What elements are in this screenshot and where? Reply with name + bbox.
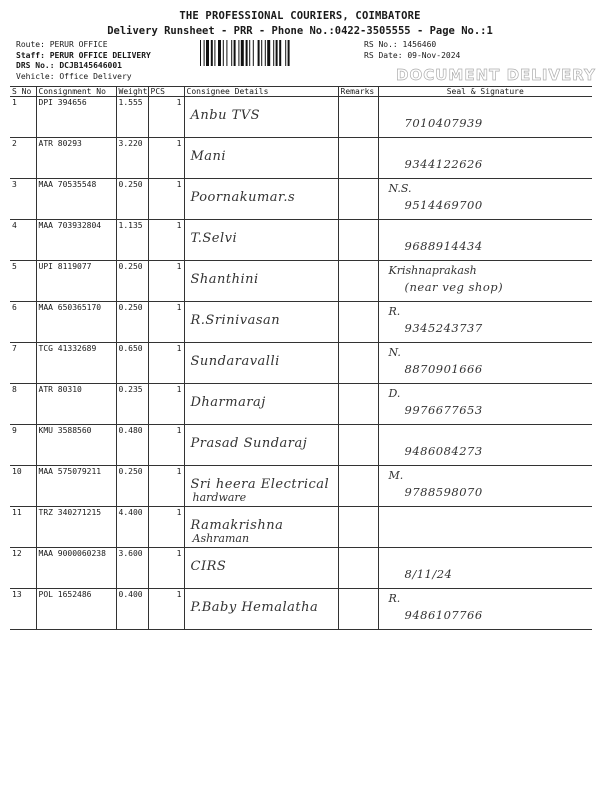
table-row — [10, 425, 592, 466]
barcode-bar — [288, 40, 290, 66]
cell-consignment-no: MAA 9000060238 — [36, 548, 116, 589]
barcode-bar — [279, 40, 281, 66]
cell-weight: 0.250 — [116, 466, 148, 507]
cell-weight: 0.480 — [116, 425, 148, 466]
consignee-handwritten-name: T.Selvi — [190, 231, 238, 246]
barcode-bar — [246, 40, 248, 66]
cell-signature — [378, 261, 592, 302]
cell-sno: 1 — [10, 97, 36, 138]
cell-signature — [378, 425, 592, 466]
cell-pcs: 1 — [148, 589, 184, 630]
consignee-handwritten-name: Ramakrishna — [190, 518, 284, 533]
signature-phone-number: 9345243737 — [404, 321, 483, 335]
cell-pcs: 1 — [148, 425, 184, 466]
table-row — [10, 302, 592, 343]
barcode-bar — [238, 40, 239, 66]
signature-phone-number: 8/11/24 — [404, 567, 453, 581]
cell-signature — [378, 589, 592, 630]
barcode-bar — [234, 40, 236, 66]
signature-phone-number: 9514469700 — [404, 198, 483, 212]
cell-signature — [378, 343, 592, 384]
cell-remarks — [338, 97, 378, 138]
cell-weight: 0.235 — [116, 384, 148, 425]
cell-consignee — [184, 261, 338, 302]
cell-pcs: 1 — [148, 507, 184, 548]
signature-phone-number: 7010407939 — [404, 116, 483, 130]
cell-consignee — [184, 220, 338, 261]
cell-consignee — [184, 507, 338, 548]
runsheet-subtitle: Delivery Runsheet - PRR - Phone No.:0422-3505555 - Page No.:1 — [107, 25, 493, 37]
signature-handwritten: Krishnaprakash — [388, 264, 477, 277]
cell-consignment-no: MAA 70535548 — [36, 179, 116, 220]
table-row — [10, 220, 592, 261]
barcode-bar — [253, 40, 254, 66]
cell-weight: 0.250 — [116, 179, 148, 220]
cell-signature — [378, 548, 592, 589]
cell-weight: 1.555 — [116, 97, 148, 138]
cell-signature — [378, 507, 592, 548]
barcode-bar — [241, 40, 244, 66]
col-consignee-details: Consignee Details — [184, 87, 338, 97]
consignee-handwritten-name: Dharmaraj — [190, 395, 266, 410]
table-row — [10, 507, 592, 548]
signature-phone-number: 9788598070 — [404, 485, 483, 499]
consignee-handwritten-name: P.Baby Hemalatha — [190, 600, 319, 615]
signature-handwritten: R. — [388, 592, 401, 605]
cell-consignee — [184, 97, 338, 138]
table-row — [10, 548, 592, 589]
barcode-bar — [285, 40, 286, 66]
cell-remarks — [338, 589, 378, 630]
company-title: THE PROFESSIONAL COURIERS, COIMBATORE — [179, 10, 421, 22]
cell-pcs: 1 — [148, 97, 184, 138]
staff-text: Staff: PERUR OFFICE DELIVERY — [16, 50, 151, 60]
col-pcs: PCS — [148, 87, 184, 97]
cell-weight: 0.400 — [116, 589, 148, 630]
col-consignment-no: Consignment No — [36, 87, 116, 97]
cell-signature — [378, 220, 592, 261]
rs-date-text: RS Date: 09-Nov-2024 — [364, 50, 461, 60]
cell-weight: 0.250 — [116, 302, 148, 343]
table-row — [10, 384, 592, 425]
cell-consignment-no: TRZ 340271215 — [36, 507, 116, 548]
col-weight: Weight — [116, 87, 148, 97]
signature-handwritten: N. — [388, 346, 401, 359]
cell-sno: 5 — [10, 261, 36, 302]
cell-consignment-no: DPI 394656 — [36, 97, 116, 138]
cell-remarks — [338, 466, 378, 507]
consignee-handwritten-line2: Ashraman — [192, 532, 250, 545]
cell-consignee — [184, 138, 338, 179]
cell-sno: 13 — [10, 589, 36, 630]
consignee-handwritten-line2: hardware — [192, 491, 247, 504]
cell-weight: 3.600 — [116, 548, 148, 589]
barcode-bar — [231, 40, 232, 66]
cell-pcs: 1 — [148, 261, 184, 302]
cell-weight: 4.400 — [116, 507, 148, 548]
cell-signature — [378, 384, 592, 425]
cell-consignment-no: POL 1652486 — [36, 589, 116, 630]
cell-signature — [378, 138, 592, 179]
cell-sno: 2 — [10, 138, 36, 179]
cell-consignee — [184, 425, 338, 466]
cell-pcs: 1 — [148, 220, 184, 261]
cell-pcs: 1 — [148, 384, 184, 425]
barcode-bar — [226, 40, 227, 66]
cell-pcs: 1 — [148, 179, 184, 220]
barcode-bar — [276, 40, 278, 66]
signature-handwritten: D. — [388, 387, 401, 400]
barcode-bar — [258, 40, 260, 66]
cell-sno: 3 — [10, 179, 36, 220]
signature-handwritten: M. — [388, 469, 404, 482]
cell-remarks — [338, 179, 378, 220]
cell-sno: 11 — [10, 507, 36, 548]
cell-consignment-no: MAA 703932804 — [36, 220, 116, 261]
table-row — [10, 261, 592, 302]
cell-remarks — [338, 138, 378, 179]
cell-sno: 10 — [10, 466, 36, 507]
consignee-handwritten-name: CIRS — [190, 559, 227, 574]
route-text: Route: PERUR OFFICE — [16, 40, 108, 49]
barcode-bar — [206, 40, 209, 66]
consignee-handwritten-name: R.Srinivasan — [190, 313, 281, 328]
signature-phone-number: 8870901666 — [404, 362, 483, 376]
signature-phone-number: 9344122626 — [404, 157, 483, 171]
cell-consignment-no: TCG 41332689 — [36, 343, 116, 384]
table-row — [10, 343, 592, 384]
cell-remarks — [338, 302, 378, 343]
barcode-bar — [265, 40, 266, 66]
barcode-bar — [249, 40, 250, 66]
barcode-bar — [267, 40, 270, 66]
rs-no-text: RS No.: 1456460 — [364, 40, 437, 49]
table-header-row — [10, 87, 592, 97]
consignee-handwritten-name: Sundaravalli — [190, 354, 280, 369]
table-row — [10, 97, 592, 138]
consignee-handwritten-name: Shanthini — [190, 272, 259, 287]
cell-sno: 6 — [10, 302, 36, 343]
cell-weight: 1.135 — [116, 220, 148, 261]
table-row — [10, 589, 592, 630]
runsheet-table — [10, 86, 592, 630]
signature-phone-number: 9486107766 — [404, 608, 483, 622]
col-remarks: Remarks — [338, 87, 378, 97]
consignee-handwritten-name: Poornakumar.s — [190, 190, 296, 205]
cell-consignee — [184, 466, 338, 507]
cell-remarks — [338, 220, 378, 261]
consignee-handwritten-name: Anbu TVS — [190, 108, 261, 123]
cell-sno: 4 — [10, 220, 36, 261]
col-seal-signature: Seal & Signature — [378, 87, 592, 97]
cell-signature — [378, 466, 592, 507]
barcode-bar — [218, 40, 221, 66]
signature-phone-number: 9486084273 — [404, 444, 483, 458]
cell-pcs: 1 — [148, 302, 184, 343]
meta-right — [364, 40, 460, 61]
cell-consignment-no: MAA 650365170 — [36, 302, 116, 343]
cell-sno: 8 — [10, 384, 36, 425]
drs-text: DRS No.: DCJB145646001 — [16, 61, 122, 70]
cell-consignment-no: MAA 575079211 — [36, 466, 116, 507]
cell-consignee — [184, 302, 338, 343]
cell-consignee — [184, 589, 338, 630]
document-delivery-stamp: DOCUMENT DELIVERY — [396, 66, 596, 84]
cell-pcs: 1 — [148, 138, 184, 179]
cell-pcs: 1 — [148, 548, 184, 589]
cell-consignment-no: KMU 3588560 — [36, 425, 116, 466]
barcode-bar — [261, 40, 262, 66]
cell-consignment-no: ATR 80310 — [36, 384, 116, 425]
cell-remarks — [338, 384, 378, 425]
table-row — [10, 466, 592, 507]
cell-signature — [378, 179, 592, 220]
barcode-bar — [204, 40, 205, 66]
cell-pcs: 1 — [148, 343, 184, 384]
cell-weight: 0.650 — [116, 343, 148, 384]
cell-remarks — [338, 507, 378, 548]
cell-sno: 12 — [10, 548, 36, 589]
barcode-bar — [200, 40, 201, 66]
barcode-image — [200, 40, 354, 66]
signature-phone-number: (near veg shop) — [404, 280, 504, 294]
consignee-handwritten-name: Prasad Sundaraj — [190, 436, 308, 451]
barcode-bar — [273, 40, 274, 66]
cell-signature — [378, 97, 592, 138]
cell-consignee — [184, 384, 338, 425]
table-body — [10, 97, 592, 630]
cell-signature — [378, 302, 592, 343]
barcode-bar — [223, 40, 224, 66]
table-row — [10, 179, 592, 220]
signature-phone-number: 9688914434 — [404, 239, 483, 253]
barcode-bar — [211, 40, 213, 66]
cell-consignment-no: UPI 8119077 — [36, 261, 116, 302]
barcode-bar — [214, 40, 215, 66]
consignee-handwritten-name: Mani — [190, 149, 227, 164]
cell-sno: 7 — [10, 343, 36, 384]
vehicle-text: Vehicle: Office Delivery — [16, 71, 132, 81]
signature-handwritten: R. — [388, 305, 401, 318]
cell-consignee — [184, 343, 338, 384]
cell-weight: 3.220 — [116, 138, 148, 179]
cell-consignee — [184, 548, 338, 589]
cell-consignment-no: ATR 80293 — [36, 138, 116, 179]
cell-remarks — [338, 343, 378, 384]
cell-pcs: 1 — [148, 466, 184, 507]
meta-left — [16, 40, 151, 82]
cell-remarks — [338, 261, 378, 302]
signature-phone-number: 9976677653 — [404, 403, 483, 417]
col-sno: S No — [10, 87, 36, 97]
consignee-handwritten-name: Sri heera Electrical — [190, 477, 330, 492]
cell-sno: 9 — [10, 425, 36, 466]
signature-handwritten: N.S. — [388, 182, 412, 195]
cell-consignee — [184, 179, 338, 220]
cell-remarks — [338, 548, 378, 589]
cell-remarks — [338, 425, 378, 466]
cell-weight: 0.250 — [116, 261, 148, 302]
table-row — [10, 138, 592, 179]
